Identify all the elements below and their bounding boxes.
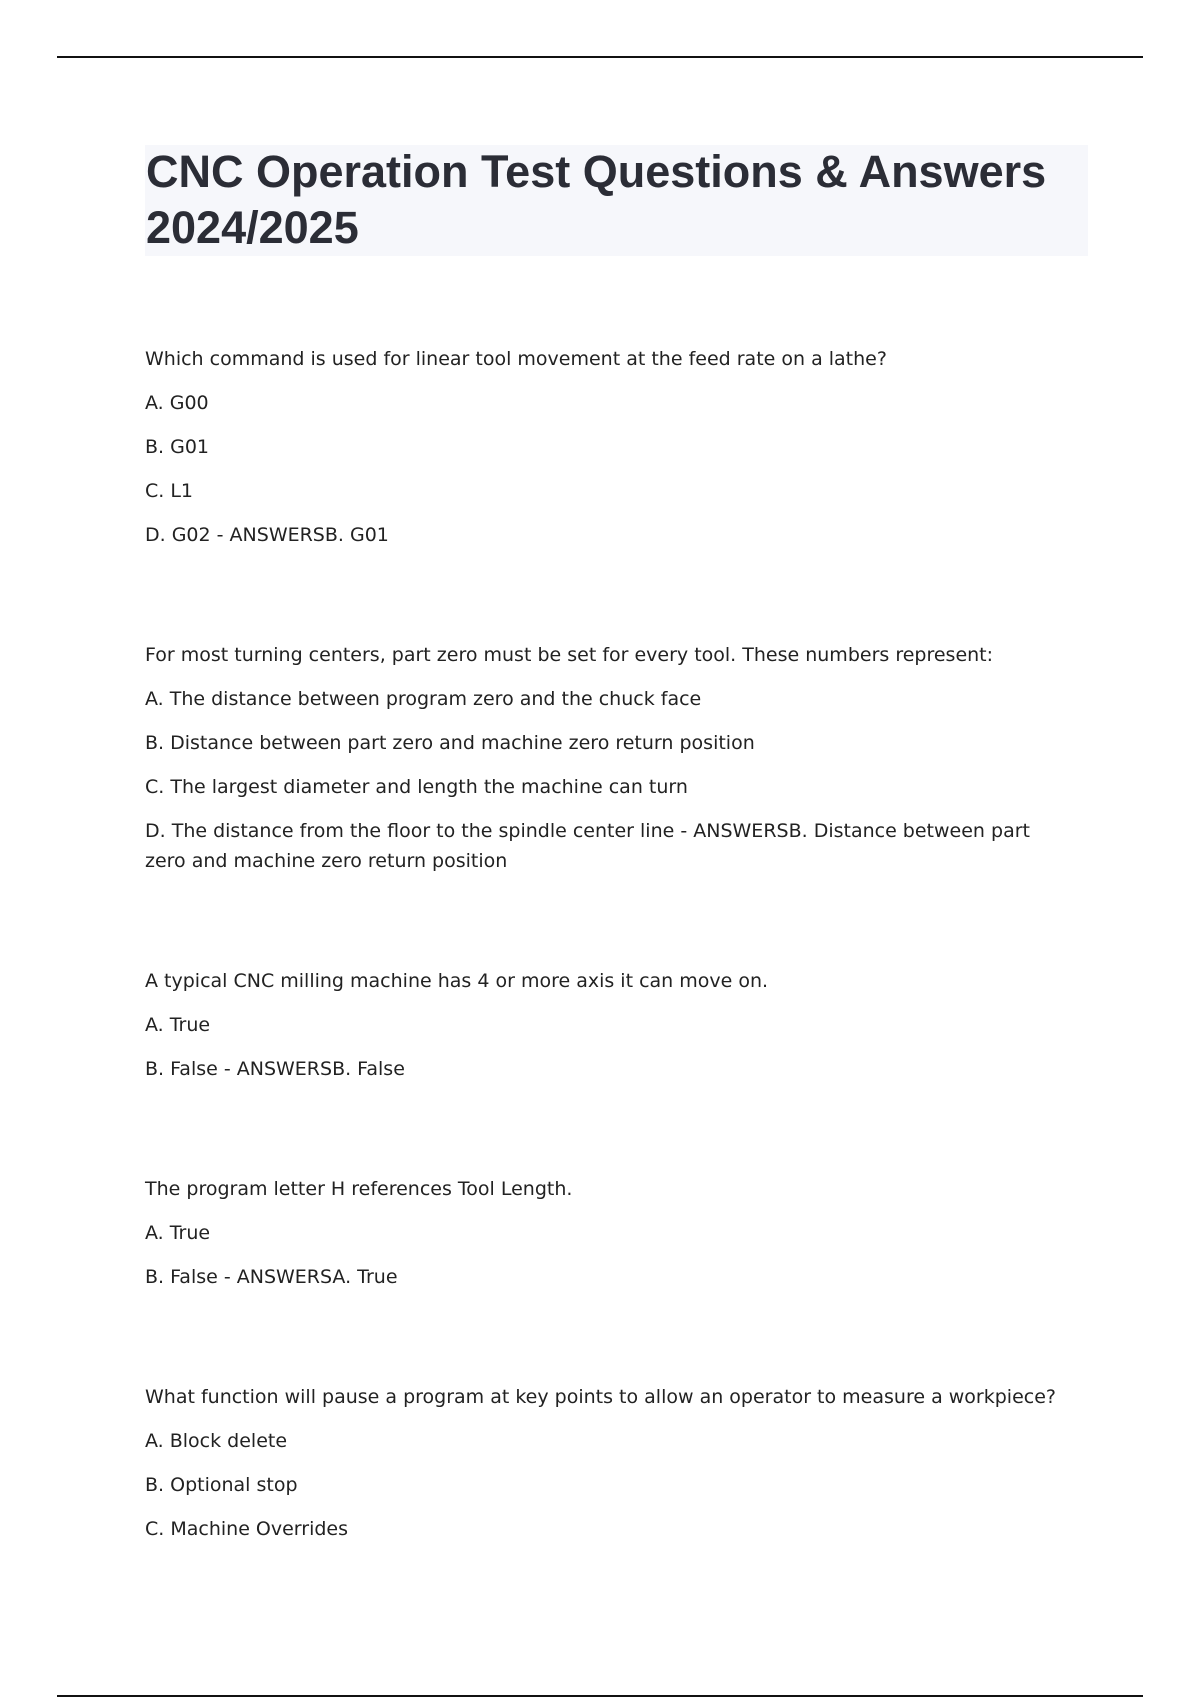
question-text: For most turning centers, part zero must be set for every tool. These numbers represent:	[145, 644, 994, 666]
question-block	[145, 344, 1065, 550]
answer-option: A. True	[145, 1222, 211, 1244]
answer-option-with-answer: B. False - ANSWERSA. True	[145, 1266, 398, 1288]
questions-list	[145, 344, 1065, 1634]
answer-option: A. Block delete	[145, 1430, 288, 1452]
question-text: Which command is used for linear tool movement at the feed rate on a lathe?	[145, 348, 887, 370]
footer-rule	[57, 1695, 1143, 1697]
answer-option: B. Distance between part zero and machine zero return position	[145, 732, 755, 754]
question-block	[145, 640, 1065, 876]
question-block	[145, 1382, 1065, 1544]
document-title: CNC Operation Test Questions & Answers 2024/2025	[146, 146, 1047, 253]
question-text: The program letter H references Tool Length.	[145, 1178, 573, 1200]
answer-option: A. True	[145, 1014, 211, 1036]
answer-option: A. G00	[145, 392, 209, 414]
answer-option: C. L1	[145, 480, 194, 502]
answer-option: A. The distance between program zero and the chuck face	[145, 688, 702, 710]
answer-option-with-answer: D. G02 - ANSWERSB. G01	[145, 524, 389, 546]
header-rule	[57, 56, 1143, 58]
answer-option-with-answer: D. The distance from the floor to the spindle center line - ANSWERSB. Distance between part zero and machine zero return position	[145, 820, 1030, 872]
answer-option: C. The largest diameter and length the machine can turn	[145, 776, 688, 798]
answer-option: C. Machine Overrides	[145, 1518, 349, 1540]
question-block	[145, 1174, 1065, 1292]
question-text: What function will pause a program at key points to allow an operator to measure a workpiece?	[145, 1386, 1056, 1408]
question-text: A typical CNC milling machine has 4 or more axis it can move on.	[145, 970, 769, 992]
answer-option: B. Optional stop	[145, 1474, 298, 1496]
answer-option-with-answer: B. False - ANSWERSB. False	[145, 1058, 405, 1080]
question-block	[145, 966, 1065, 1084]
answer-option: B. G01	[145, 436, 210, 458]
